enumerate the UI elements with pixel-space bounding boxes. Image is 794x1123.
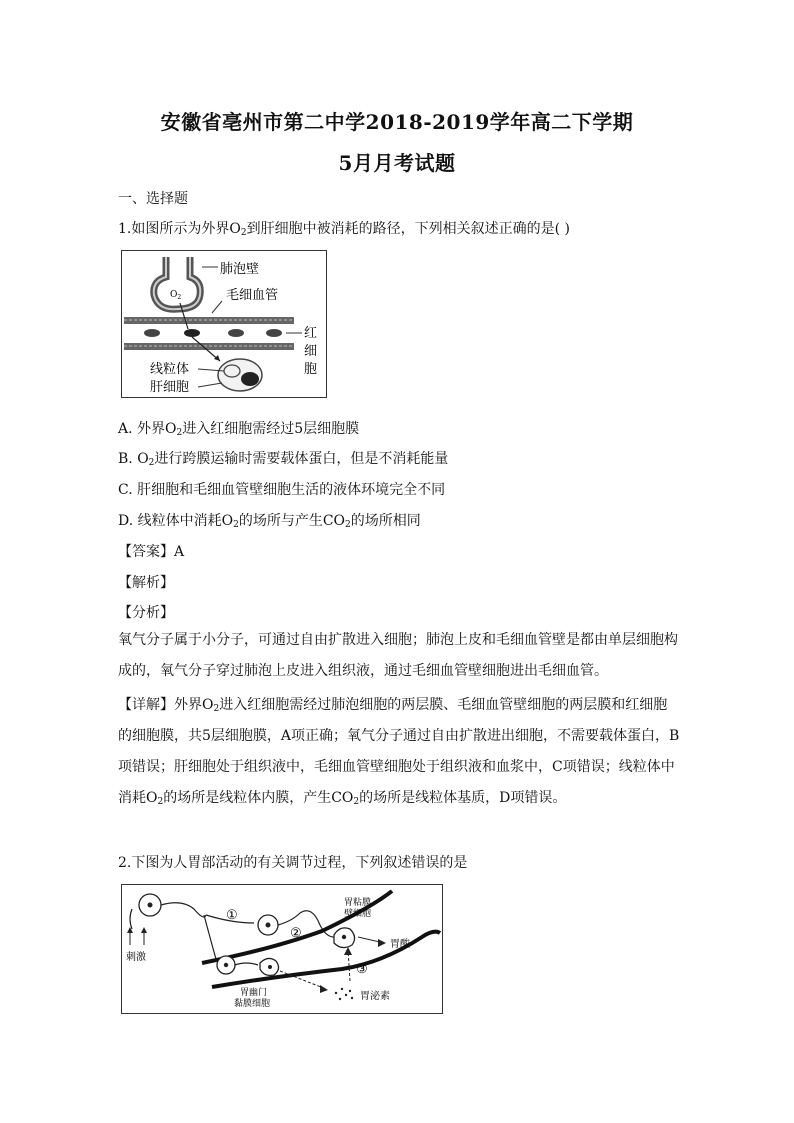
red-blood-cell (266, 329, 282, 337)
question-2-stem: 2.下图为人胃部活动的有关调节过程，下列叙述错误的是 (118, 855, 468, 871)
label-capillary: 毛细血管 (226, 288, 279, 303)
alveolus-shape (154, 257, 201, 309)
red-blood-cell (228, 329, 244, 337)
label-gastrin: 胃泌素 (360, 991, 390, 1002)
option-a: A. 外界$O_2$进入红细胞需经过5层细胞膜 (118, 421, 360, 438)
nerve-fiber (161, 903, 206, 917)
gastrin-dots (335, 988, 353, 1000)
option-d: D. 线粒体中消耗$O_2$的场所与产生$CO_2$的场所相同 (118, 513, 421, 530)
label-rbc-1: 红 (304, 326, 318, 341)
analysis-heading: 【解析】 (118, 575, 174, 591)
label-num-1: ① (226, 908, 238, 923)
option-c: C. 肝细胞和毛细血管壁细胞生活的液体环境完全不同 (118, 482, 446, 498)
red-blood-cell (184, 329, 200, 337)
detail-paragraph: 【详解】外界$O_2$进入红细胞需经过肺泡细胞的两层膜、毛细血管壁细胞的两层膜和红细胞的细胞膜，共5层细胞膜，A项正确；氧气分子通过自由扩散进出细胞，不需要载体蛋白，B项错误；肝细胞处于组织液中，毛细血管壁细胞处于组织液和血浆中，C项错误；线粒体中消耗$O_2$的场所是线粒体内膜，产生$CO_2$的场所是线粒体基质，D项错误。 (118, 697, 680, 807)
label-parietal-1: 胃粘膜 (344, 898, 372, 908)
label-rbc-2: 细 (304, 344, 318, 359)
label-o2: $O_2$ (170, 290, 182, 301)
fenxi-paragraph: 氧气分子属于小分子，可通过自由扩散进入细胞；肺泡上皮和毛细血管壁是都由单层细胞构成的，氧气分子穿过肺泡上皮进入组织液，通过毛细血管壁细胞进出毛细血管。 (118, 632, 678, 679)
label-num-3: ③ (356, 962, 368, 977)
label-rbc-3: 胞 (304, 362, 318, 377)
label-pylorus-2: 黏膜细胞 (234, 999, 271, 1009)
section-heading: 一、选择题 (118, 191, 188, 207)
fenxi-heading: 【分析】 (118, 605, 174, 621)
label-alveolus-wall: 肺泡壁 (220, 262, 260, 277)
label-parietal-2: 壁细胞 (344, 909, 372, 919)
label-liver-cell: 肝细胞 (150, 380, 190, 395)
question-1-stem: 1.如图所示为外界$O_2$到肝细胞中被消耗的路径，下列相关叙述正确的是( ) (118, 221, 570, 238)
label-mitochondria: 线粒体 (150, 362, 190, 377)
figure-gastric-regulation (121, 884, 443, 1014)
label-num-2: ② (290, 926, 302, 941)
liver-cell-shape (218, 359, 262, 391)
label-pylorus-1: 胃幽门 (240, 988, 268, 998)
page-title: 安徽省亳州市第二中学2018-2019学年高二下学期 (160, 110, 634, 134)
label-stimulus: 刺激 (126, 952, 146, 963)
page-subtitle: 5月月考试题 (338, 151, 456, 175)
option-b: B. $O_2$进行跨膜运输时需要载体蛋白，但是不消耗能量 (118, 451, 449, 468)
red-blood-cell (144, 329, 160, 337)
label-acid: 胃酸 (390, 939, 410, 950)
answer-line: 【答案】A (118, 544, 185, 560)
figure-oxygen-pathway (121, 250, 327, 398)
